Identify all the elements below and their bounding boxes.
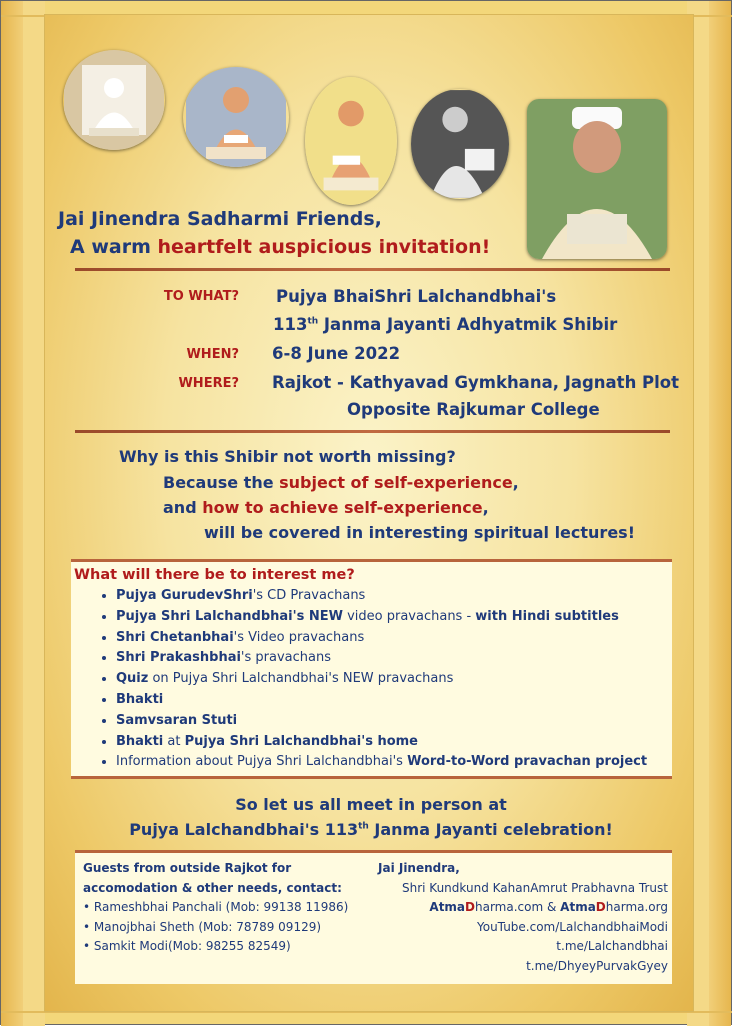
site1-c[interactable]: harma.com [475, 900, 544, 914]
meet-line-1: So let us all meet in person at [235, 795, 507, 814]
trust-name: Shri Kundkund KahanAmrut Prabhavna Trust [402, 880, 668, 895]
item-text: on Pujya Shri Lalchandbhai's NEW pravachans [148, 671, 454, 687]
seated-master-photo-1 [183, 67, 289, 167]
when-label: WHEN? [186, 347, 239, 362]
to-what-line-1: Pujya BhaiShri Lalchandbhai's [276, 287, 557, 306]
site2-b[interactable]: D [595, 900, 606, 914]
greeting-highlight: heartfelt auspicious invitation! [157, 236, 491, 258]
list-item [116, 732, 647, 753]
list-item [116, 607, 647, 628]
item-bold: Quiz [116, 671, 149, 687]
site1-b[interactable]: D [465, 900, 475, 914]
temple-idol-photo [63, 50, 165, 150]
why-line-2-a: and [163, 498, 203, 517]
divider-1 [75, 268, 670, 271]
list-item [116, 752, 647, 773]
left-border-panel [23, 1, 45, 1026]
site2-a[interactable]: Atma [560, 900, 596, 914]
photo-row [61, 45, 671, 265]
trust-websites [382, 898, 668, 918]
site-separator: & [543, 900, 561, 914]
bottom-border-line [1, 1011, 732, 1013]
item-text: 's Video pravachans [233, 629, 365, 645]
meet-line-2-a: Pujya Lalchandbhai's 113 [129, 820, 359, 839]
item-bold: Bhakti [116, 733, 164, 749]
trust-info [378, 859, 668, 976]
interest-list [91, 586, 647, 773]
greeting-line-2 [70, 236, 490, 258]
meet-ordinal: th [358, 821, 369, 832]
item-bold: Pujya GurudevShri [116, 588, 253, 603]
item-text: video pravachans - [342, 608, 476, 624]
telegram-link-1[interactable]: t.me/Lalchandbhai [556, 939, 668, 953]
youtube-link[interactable]: YouTube.com/LalchandbhaiModi [477, 919, 668, 934]
contact-heading-2: accomodation & other needs, contact: [83, 880, 342, 895]
contact-person: • Rameshbhai Panchali (Mob: 99138 11986) [83, 900, 349, 914]
meet-line-2-b: Janma Jayanti celebration! [368, 820, 613, 839]
why-line-1-a: Because the [163, 473, 280, 492]
item-text: Information about Pujya Shri Lalchandbhai's [116, 754, 408, 770]
item-bold-2: Word-to-Word pravachan project [407, 754, 648, 770]
left-border-stripe [1, 1, 23, 1026]
contact-person: • Manojbhai Sheth (Mob: 78789 09129) [83, 919, 322, 934]
list-item [116, 648, 647, 669]
interest-box [71, 559, 672, 779]
item-bold: Samvsaran Stuti [116, 712, 238, 728]
where-label: WHERE? [178, 376, 239, 391]
item-bold-2: with Hindi subtitles [475, 608, 619, 624]
list-item [116, 586, 647, 607]
contact-heading-1: Guests from outside Rajkot for [83, 861, 292, 875]
list-item [116, 628, 647, 649]
greeting-line-1: Jai Jinendra Sadharmi Friends, [58, 208, 382, 230]
vintage-master-photo [411, 89, 509, 199]
where-line-1: Rajkot - Kathyavad Gymkhana, Jagnath Plot [272, 373, 680, 392]
list-item [116, 711, 647, 732]
item-text: 's pravachans [240, 650, 331, 666]
item-text: 's CD Pravachans [252, 588, 366, 603]
when-value: 6-8 June 2022 [272, 344, 401, 363]
lalchandbhai-photo [527, 99, 667, 259]
item-bold: Bhakti [116, 691, 164, 707]
item-bold: Shri Prakashbhai [116, 650, 241, 666]
interest-heading: What will there be to interest me? [74, 567, 355, 583]
list-item [116, 669, 647, 690]
telegram-link-2[interactable]: t.me/DhyeyPurvakGyey [526, 958, 668, 973]
item-bold: Shri Chetanbhai [116, 629, 234, 645]
where-line-2: Opposite Rajkumar College [347, 400, 600, 419]
right-border-stripe [709, 1, 731, 1026]
anniversary-number: 113 [273, 315, 308, 334]
shibir-name: Janma Jayanti Adhyatmik Shibir [318, 315, 618, 334]
site2-c[interactable]: harma.org [605, 900, 668, 914]
why-line-1 [163, 473, 519, 492]
contact-person: • Samkit Modi(Mob: 98255 82549) [83, 939, 291, 953]
why-line-2-highlight: how to achieve self-experience [202, 498, 483, 517]
item-bold: Pujya Shri Lalchandbhai's NEW [116, 608, 343, 624]
seated-master-photo-2 [305, 77, 397, 205]
guest-contacts [83, 859, 348, 957]
why-line-1-highlight: subject of self-experience [279, 473, 513, 492]
item-text: at [163, 733, 185, 749]
meet-line-2 [71, 820, 671, 839]
why-line-1-c: , [512, 473, 519, 492]
site1-a[interactable]: Atma [429, 900, 466, 914]
item-bold-2: Pujya Shri Lalchandbhai's home [184, 733, 419, 749]
divider-2 [75, 430, 670, 433]
why-line-2-c: , [482, 498, 489, 517]
to-what-label: TO WHAT? [163, 289, 239, 304]
to-what-line-2 [273, 315, 617, 334]
contact-box [75, 850, 672, 984]
ordinal-suffix: th [307, 316, 319, 327]
greeting-prefix: A warm [70, 236, 158, 258]
list-item [116, 690, 647, 711]
why-question: Why is this Shibir not worth missing? [119, 447, 456, 466]
trust-greeting: Jai Jinendra, [378, 861, 460, 875]
why-line-2 [163, 498, 489, 517]
why-line-3: will be covered in interesting spiritual lectures! [204, 523, 635, 542]
